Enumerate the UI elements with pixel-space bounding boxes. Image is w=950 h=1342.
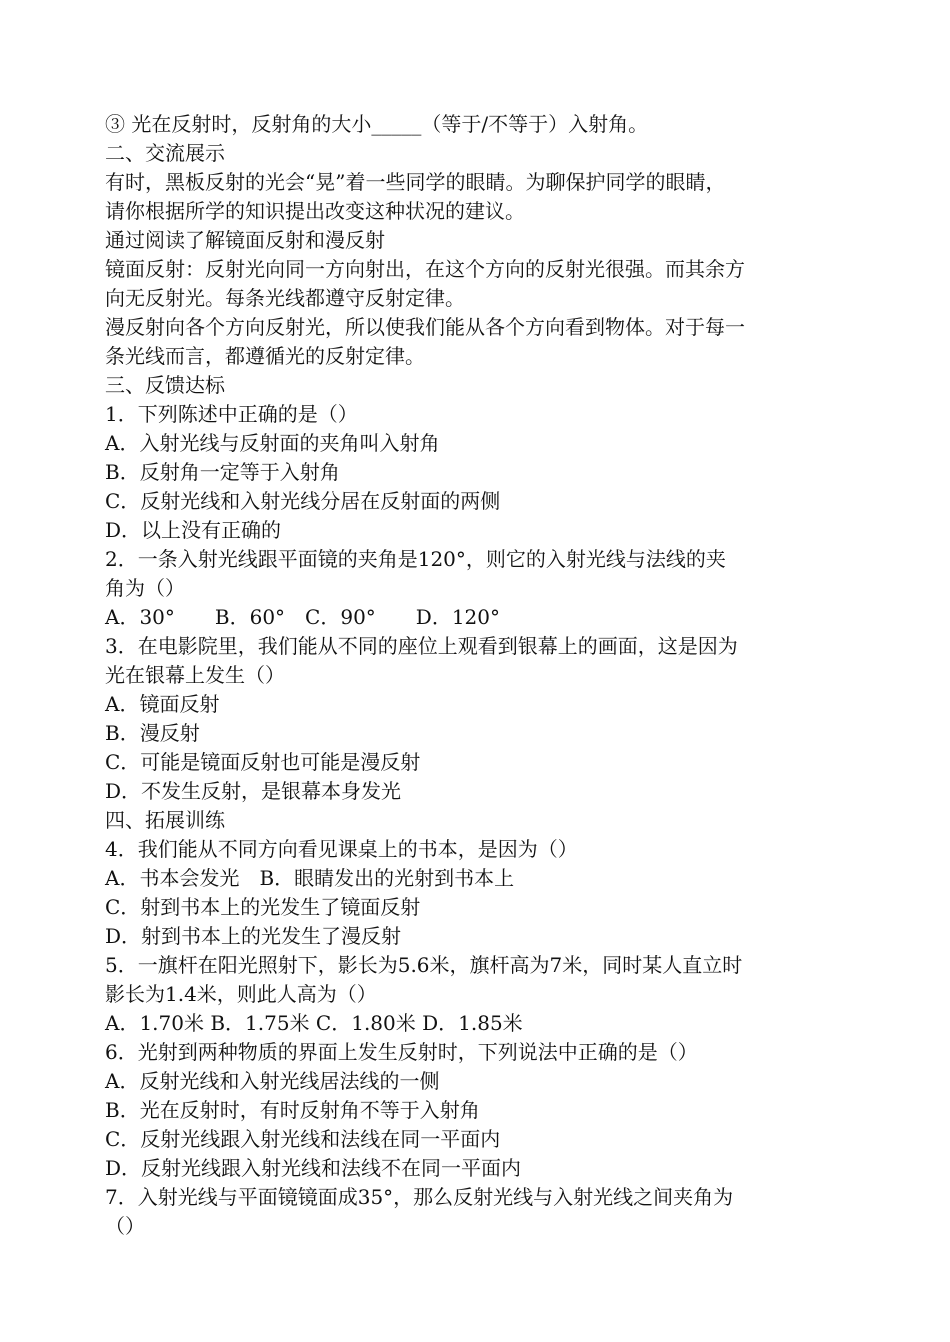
question-2-options: A．30° B．60° C．90° D．120° — [105, 605, 500, 629]
question-6-option-c: C．反射光线跟入射光线和法线在同一平面内 — [105, 1127, 501, 1151]
question-4-option-d: D．射到书本上的光发生了漫反射 — [105, 924, 402, 948]
section-heading-feedback: 三、反馈达标 — [105, 373, 225, 397]
question-4-option-c: C．射到书本上的光发生了镜面反射 — [105, 895, 421, 919]
paragraph-reading-intro: 通过阅读了解镜面反射和漫反射 — [105, 228, 385, 252]
question-6: 6．光射到两种物质的界面上发生反射时，下列说法中正确的是（） — [105, 1040, 698, 1064]
question-5: 5．一旗杆在阳光照射下，影长为5.6米，旗杆高为7米，同时某人直立时影长为1.4米，则此人高为（） — [105, 953, 743, 1006]
question-1-option-d: D．以上没有正确的 — [105, 518, 282, 542]
paragraph-diffuse-reflection: 漫反射向各个方向反射光，所以使我们能从各个方向看到物体。对于每一条光线而言，都遵循光的反射定律。 — [105, 315, 745, 368]
question-1: 1．下列陈述中正确的是（） — [105, 402, 358, 426]
paragraph-blackboard-glare: 有时，黑板反射的光会“晃”着一些同学的眼睛。为聊保护同学的眼睛，请你根据所学的知识提出改变这种状况的建议。 — [105, 170, 726, 223]
question-6-option-b: B．光在反射时，有时反射角不等于入射角 — [105, 1098, 480, 1122]
question-7: 7．入射光线与平面镜镜面成35°，那么反射光线与入射光线之间夹角为（） — [105, 1185, 734, 1238]
question-1-option-a: A．入射光线与反射面的夹角叫入射角 — [105, 431, 440, 455]
question-6-option-a: A．反射光线和入射光线居法线的一侧 — [105, 1069, 440, 1093]
question-2: 2．一条入射光线跟平面镜的夹角是120°，则它的入射光线与法线的夹角为（） — [105, 547, 726, 600]
fill-in-question-3: ③ 光在反射时，反射角的大小_____（等于/不等于）入射角。 — [105, 112, 649, 136]
question-4-options-ab: A．书本会发光 B．眼睛发出的光射到书本上 — [105, 866, 515, 890]
question-3-option-c: C．可能是镜面反射也可能是漫反射 — [105, 750, 421, 774]
section-heading-exchange: 二、交流展示 — [105, 141, 225, 165]
paragraph-specular-reflection: 镜面反射：反射光向同一方向射出，在这个方向的反射光很强。而其余方向无反射光。每条光线都遵守反射定律。 — [105, 257, 745, 310]
question-3-option-a: A．镜面反射 — [105, 692, 220, 716]
document-body — [105, 110, 745, 1241]
question-1-option-b: B．反射角一定等于入射角 — [105, 460, 340, 484]
question-5-options: A．1.70米 B．1.75米 C．1.80米 D．1.85米 — [105, 1011, 523, 1035]
question-3-option-b: B．漫反射 — [105, 721, 200, 745]
question-3: 3．在电影院里，我们能从不同的座位上观看到银幕上的画面，这是因为光在银幕上发生（） — [105, 634, 738, 687]
question-1-option-c: C．反射光线和入射光线分居在反射面的两侧 — [105, 489, 501, 513]
section-heading-extension: 四、拓展训练 — [105, 808, 225, 832]
question-3-option-d: D．不发生反射，是银幕本身发光 — [105, 779, 402, 803]
question-4: 4．我们能从不同方向看见课桌上的书本，是因为（） — [105, 837, 578, 861]
question-6-option-d: D．反射光线跟入射光线和法线不在同一平面内 — [105, 1156, 522, 1180]
